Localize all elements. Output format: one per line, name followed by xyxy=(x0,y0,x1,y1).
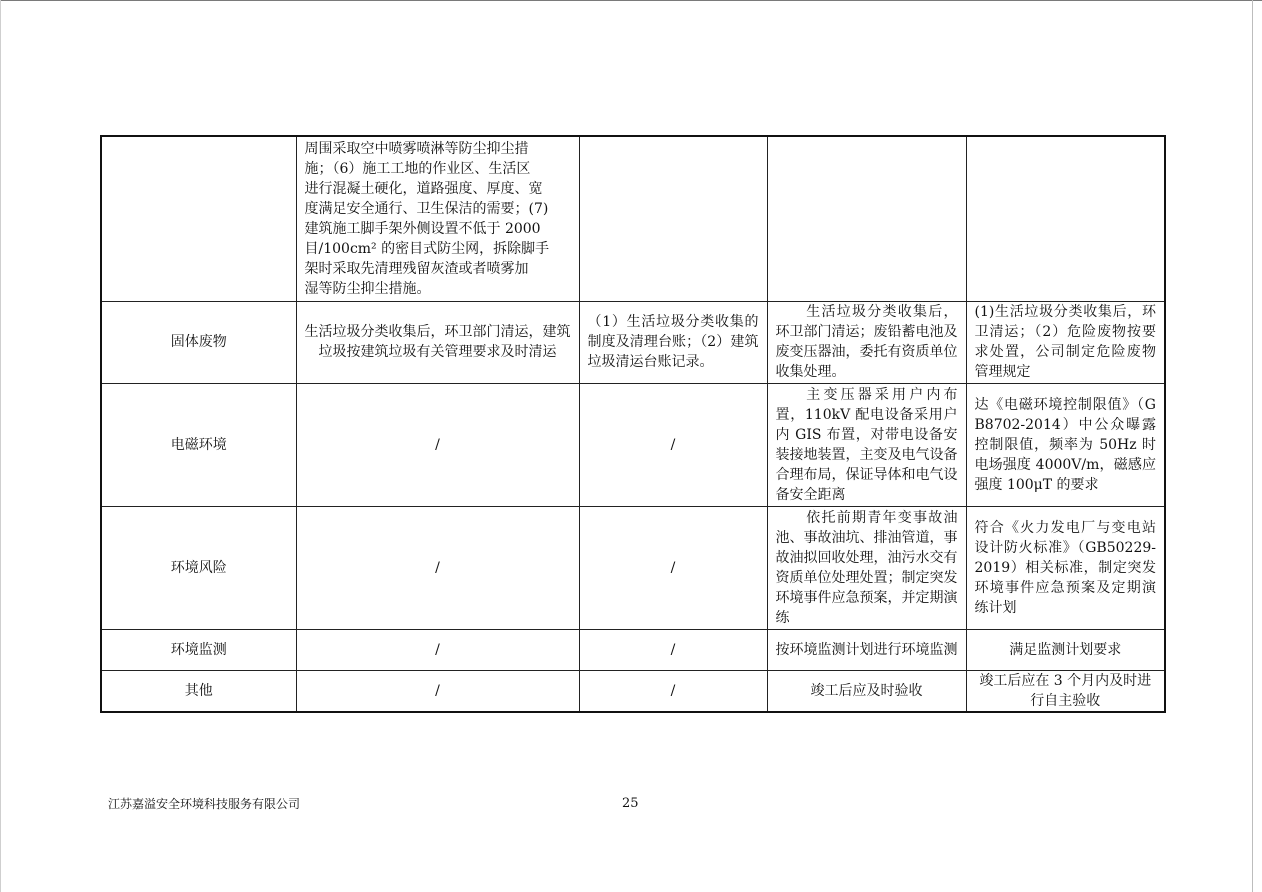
measures-line: 周围采取空中喷雾喷淋等防尘抑尘措 xyxy=(304,141,529,158)
operation-cell: 按环境监测计划进行环境监测 xyxy=(767,629,966,670)
table-row xyxy=(101,136,1165,301)
measures-line: 施；（6）施工工地的作业区、生活区 xyxy=(304,161,531,178)
table-row xyxy=(101,629,1165,670)
management-cell: / xyxy=(579,670,767,712)
measures-cell: 生活垃圾分类收集后，环卫部门清运，建筑垃圾按建筑垃圾有关管理要求及时清运 xyxy=(296,301,579,383)
effect-cell: (1)生活垃圾分类收集后，环卫清运；（2）危险废物按要求处置，公司制定危险废物管理规定 xyxy=(966,301,1165,383)
page-right-border xyxy=(1252,0,1253,892)
category-cell: 电磁环境 xyxy=(101,383,296,506)
category-cell: 环境风险 xyxy=(101,506,296,629)
table-row xyxy=(101,301,1165,383)
effect-cell: 符合《火力发电厂与变电站设计防火标准》（GB50229-2019）相关标准，制定突发环境事件应急预案及定期演练计划 xyxy=(966,506,1165,629)
table-row xyxy=(101,383,1165,506)
management-cell: / xyxy=(579,383,767,506)
table-row xyxy=(101,506,1165,629)
operation-cell: 主变压器采用户内布置，110kV 配电设备采用户内 GIS 布置，对带电设备安装接地装置，主变及电气设备合理布局，保证导体和电气设备安全距离 xyxy=(767,383,966,506)
table-row xyxy=(101,670,1165,712)
measures-cell: / xyxy=(296,506,579,629)
operation-cell: 生活垃圾分类收集后，环卫部门清运；废铅蓄电池及废变压器油，委托有资质单位收集处理。 xyxy=(767,301,966,383)
management-cell: / xyxy=(579,506,767,629)
measures-line: 湿等防尘抑尘措施。 xyxy=(304,281,431,298)
management-cell: （1）生活垃圾分类收集的制度及清理台账；（2）建筑垃圾清运台账记录。 xyxy=(579,301,767,383)
measures-line: 目/100cm² 的密目式防尘网，拆除脚手 xyxy=(304,241,550,258)
page-number: 25 xyxy=(622,796,639,811)
operation-cell xyxy=(767,136,966,301)
operation-cell: 依托前期青年变事故油池、事故油坑、排油管道，事故油拟回收处理，油污水交有资质单位处理处置；制定突发环境事件应急预案，并定期演练 xyxy=(767,506,966,629)
effect-cell: 满足监测计划要求 xyxy=(966,629,1165,670)
effect-cell: 达《电磁环境控制限值》（GB8702-2014）中公众曝露控制限值，频率为 50Hz 时电场强度 4000V/m，磁感应强度 100μT 的要求 xyxy=(966,383,1165,506)
management-cell: / xyxy=(579,629,767,670)
category-cell: 固体废物 xyxy=(101,301,296,383)
management-cell xyxy=(579,136,767,301)
measures-line: 度满足安全通行、卫生保洁的需要；(7) xyxy=(304,201,549,218)
category-cell: 其他 xyxy=(101,670,296,712)
page-left-border xyxy=(0,0,1,892)
measures-line: 建筑施工脚手架外侧设置不低于 2000 xyxy=(304,221,541,238)
measures-cell: / xyxy=(296,383,579,506)
measures-cell: / xyxy=(296,670,579,712)
measures-line: 架时采取先清理残留灰渣或者喷雾加 xyxy=(304,261,529,278)
effect-cell xyxy=(966,136,1165,301)
operation-cell: 竣工后应及时验收 xyxy=(767,670,966,712)
measures-table xyxy=(100,135,1166,713)
measures-cell xyxy=(296,136,579,301)
measures-line: 进行混凝土硬化，道路强度、厚度、宽 xyxy=(304,181,543,198)
category-cell xyxy=(101,136,296,301)
measures-cell: / xyxy=(296,629,579,670)
effect-cell: 竣工后应在 3 个月内及时进行自主验收 xyxy=(966,670,1165,712)
footer-company-name: 江苏嘉溢安全环境科技服务有限公司 xyxy=(108,797,301,811)
page-top-border xyxy=(0,0,1262,1)
category-cell: 环境监测 xyxy=(101,629,296,670)
